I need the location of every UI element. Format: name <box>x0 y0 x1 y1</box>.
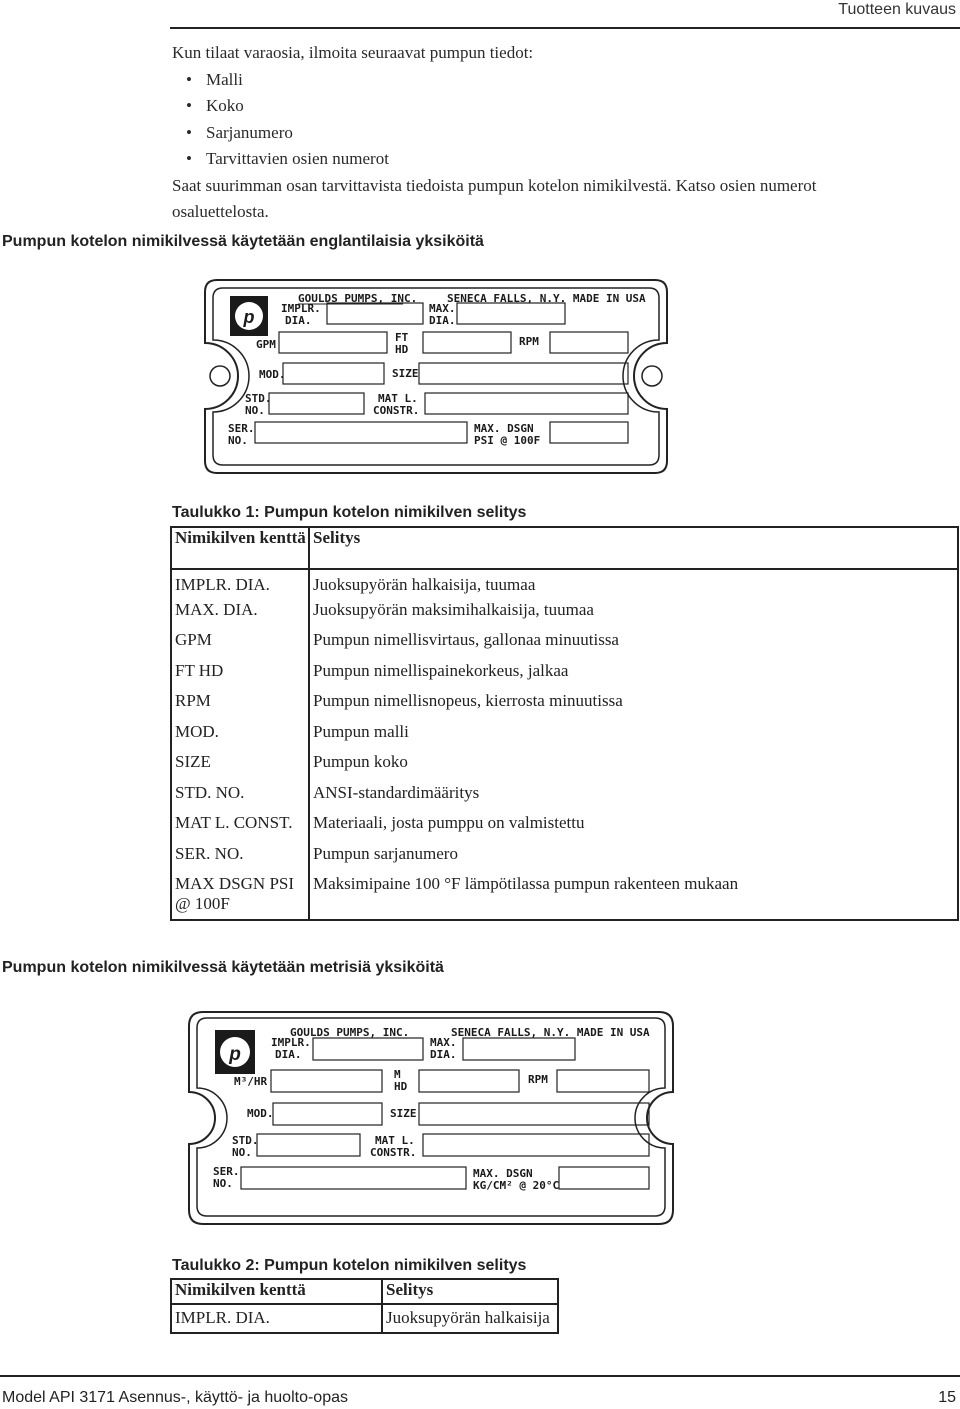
bullet-list <box>172 67 912 173</box>
table1-desc: Pumpun malli <box>309 722 958 753</box>
page-number: 15 <box>938 1389 956 1406</box>
plate-label-max: MAX. <box>430 1036 457 1049</box>
table1-field: RPM <box>171 691 309 722</box>
table-row <box>171 661 958 692</box>
goulds-logo-icon <box>230 296 268 336</box>
table2 <box>170 1278 559 1334</box>
plate-label-dsgn-unit: PSI @ 100F <box>474 434 541 447</box>
plate-company: GOULDS PUMPS, INC. <box>290 1026 410 1039</box>
table1-desc: Pumpun sarjanumero <box>309 844 958 875</box>
plate-label-mat-constr: CONSTR. <box>373 404 420 417</box>
plate-label-dsgn-unit: KG/CM² @ 20°C <box>473 1179 560 1192</box>
plate-label-flow: GPM <box>256 338 276 351</box>
table-row <box>171 783 958 814</box>
table1-desc: Juoksupyörän maksimihalkaisija, tuumaa <box>309 600 958 631</box>
table1-field: GPM <box>171 630 309 661</box>
table1-field: MAT L. CONST. <box>171 813 309 844</box>
plate-label-ser: SER. <box>228 422 255 435</box>
table1-field: IMPLR. DIA. <box>171 569 309 600</box>
table1-field: STD. NO. <box>171 783 309 814</box>
section-label: Tuotteen kuvaus <box>838 1 956 18</box>
intro-note: Saat suurimman osan tarvittavista tiedoista pumpun kotelon nimikilvestä. Katso osien numerot osaluettelosta. <box>172 175 817 221</box>
table-row <box>171 569 958 600</box>
plate-label-head: M <box>394 1068 401 1081</box>
intro <box>172 40 912 226</box>
plate-label-mod: MOD. <box>259 368 286 381</box>
plate-label-size: SIZE <box>392 367 419 380</box>
plate-label-flow: M³/HR <box>234 1075 268 1088</box>
table1-field: FT HD <box>171 661 309 692</box>
plate-label-implr-dia: DIA. <box>285 314 312 327</box>
table1-desc: Materiaali, josta pumppu on valmistettu <box>309 813 958 844</box>
nameplate-english <box>203 278 669 475</box>
list-item: • Malli <box>186 67 912 94</box>
plate-location: SENECA FALLS, N.Y. MADE IN USA <box>447 292 646 305</box>
plate-label-head-hd: HD <box>394 1080 408 1093</box>
list-item: • Koko <box>186 93 912 120</box>
section-heading-metric: Pumpun kotelon nimikilvessä käytetään metrisiä yksiköitä <box>2 959 444 976</box>
plate-label-mat: MAT L. <box>375 1134 415 1147</box>
plate-label-max-dia: DIA. <box>430 1048 457 1061</box>
plate-label-std: STD. <box>245 392 272 405</box>
nameplate-english-drawing <box>203 278 669 475</box>
table1-col-field: Nimikilven kenttä <box>171 527 309 569</box>
table-row <box>171 874 958 920</box>
plate-label-head-hd: HD <box>395 343 409 356</box>
table-row <box>171 813 958 844</box>
plate-label-head: FT <box>395 331 409 344</box>
table1 <box>170 526 959 921</box>
plate-label-dsgn: MAX. DSGN <box>474 422 534 435</box>
nameplate-metric <box>187 1010 675 1226</box>
table1-caption: Taulukko 1: Pumpun kotelon nimikilven selitys <box>172 504 527 521</box>
plate-label-ser-no: NO. <box>213 1177 233 1190</box>
table-row <box>171 691 958 722</box>
table-header-row <box>171 1279 558 1304</box>
plate-label-dsgn: MAX. DSGN <box>473 1167 533 1180</box>
table1-field: MAX. DIA. <box>171 600 309 631</box>
table1-col-desc: Selitys <box>309 527 958 569</box>
table2-col-field: Nimikilven kenttä <box>171 1279 382 1304</box>
table1-desc: Pumpun nimellispainekorkeus, jalkaa <box>309 661 958 692</box>
goulds-logo-icon <box>215 1030 255 1074</box>
list-item: • Tarvittavien osien numerot <box>186 146 912 173</box>
table-row <box>171 600 958 631</box>
footer-rule <box>0 1375 960 1377</box>
table1-desc: Maksimipaine 100 °F lämpötilassa pumpun rakenteen mukaan <box>309 874 958 920</box>
table-row <box>171 722 958 753</box>
svg-text:p: p <box>229 1044 241 1065</box>
plate-label-std: STD. <box>232 1134 259 1147</box>
table2-col-desc: Selitys <box>382 1279 558 1304</box>
table1-desc: ANSI-standardimääritys <box>309 783 958 814</box>
table2-desc: Juoksupyörän halkaisija <box>382 1304 558 1333</box>
table1-field: MOD. <box>171 722 309 753</box>
plate-label-mod: MOD. <box>247 1107 274 1120</box>
plate-location: SENECA FALLS, N.Y. MADE IN USA <box>451 1026 650 1039</box>
plate-label-implr-dia: DIA. <box>275 1048 302 1061</box>
table2-caption: Taulukko 2: Pumpun kotelon nimikilven selitys <box>172 1257 527 1274</box>
plate-label-mat: MAT L. <box>378 392 418 405</box>
table1-field: MAX DSGN PSI @ 100F <box>171 874 309 920</box>
table-row <box>171 1304 558 1333</box>
table1-desc: Pumpun koko <box>309 752 958 783</box>
table2-field: IMPLR. DIA. <box>171 1304 382 1333</box>
plate-label-std-no: NO. <box>245 404 265 417</box>
table-row <box>171 844 958 875</box>
plate-label-max: MAX. <box>429 302 456 315</box>
table1-desc: Pumpun nimellisvirtaus, gallonaa minuutissa <box>309 630 958 661</box>
plate-label-ser-no: NO. <box>228 434 248 447</box>
svg-text:p: p <box>243 307 255 327</box>
nameplate-metric-drawing <box>187 1010 675 1226</box>
plate-label-rpm: RPM <box>519 335 539 348</box>
plate-label-std-no: NO. <box>232 1146 252 1159</box>
plate-company: GOULDS PUMPS, INC. <box>298 292 418 305</box>
table1-field: SER. NO. <box>171 844 309 875</box>
intro-lead: Kun tilaat varaosia, ilmoita seuraavat pumpun tiedot: <box>172 43 534 62</box>
list-item: • Sarjanumero <box>186 120 912 147</box>
plate-label-size: SIZE <box>390 1107 417 1120</box>
table-row <box>171 630 958 661</box>
plate-label-max-dia: DIA. <box>429 314 456 327</box>
header-rule <box>170 27 960 29</box>
footer-manual-title: Model API 3171 Asennus-, käyttö- ja huolto-opas <box>2 1389 348 1406</box>
section-heading-english: Pumpun kotelon nimikilvessä käytetään englantilaisia yksiköitä <box>2 233 484 250</box>
table-row <box>171 752 958 783</box>
table1-field: SIZE <box>171 752 309 783</box>
plate-label-rpm: RPM <box>528 1073 548 1086</box>
table-header-row <box>171 527 958 569</box>
table1-desc: Pumpun nimellisnopeus, kierrosta minuutissa <box>309 691 958 722</box>
plate-label-mat-constr: CONSTR. <box>370 1146 417 1159</box>
table1-desc: Juoksupyörän halkaisija, tuumaa <box>309 569 958 600</box>
plate-label-implr: IMPLR. <box>281 302 321 315</box>
plate-label-ser: SER. <box>213 1165 240 1178</box>
plate-label-implr: IMPLR. <box>271 1036 311 1049</box>
